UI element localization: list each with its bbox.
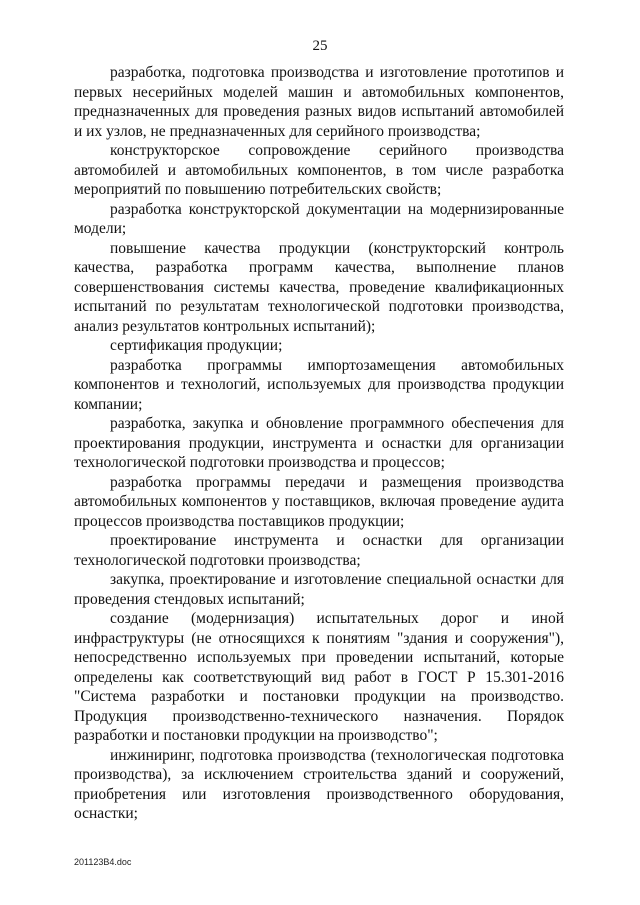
footer-file-code: 201123В4.doc <box>74 857 132 867</box>
paragraph-software: разработка, закупка и обновление программного обеспечения для проектирования продукции, инструмента и оснастки для организации технологической подготовки производства и процессов; <box>74 415 564 471</box>
paragraph-design-support: конструкторское сопровождение серийного производства автомобилей и автомобильных компонентов, в том числе разработка мероприятий по повышению потребительских свойств; <box>74 142 564 198</box>
paragraph-tooling-design: проектирование инструмента и оснастки для организации технологической подготовки производства; <box>74 532 564 569</box>
page-number: 25 <box>312 38 328 54</box>
paragraph-supplier-transfer: разработка программы передачи и размещения производства автомобильных компонентов у поставщиков, включая проведение аудита процессов производства поставщиков продукции; <box>74 473 564 530</box>
document-body <box>74 63 564 824</box>
paragraph-certification: сертификация продукции; <box>110 337 283 354</box>
paragraph-import-substitution: разработка программы импортозамещения автомобильных компонентов и технологий, используемых для производства продукции компании; <box>74 356 564 413</box>
paragraph-design-documentation: разработка конструкторской документации на модернизированные модели; <box>74 200 564 237</box>
paragraph-bench-testing: закупка, проектирование и изготовление специальной оснастки для проведения стендовых испытаний; <box>74 571 564 608</box>
paragraph-test-roads: создание (модернизация) испытательных дорог и иной инфраструктуры (не относящихся к понятиям "здания и сооружения"), непосредственно используемых при проведении испытаний, которые определены как соответствующий вид работ в ГОСТ Р 15.301-2016 "Система разработки и постановки продукции на производство. Продукция производственно-технического назначения. Порядок разработки и постановки продукции на производство"; <box>74 610 564 744</box>
paragraph-engineering: инжиниринг, подготовка производства (технологическая подготовка производства), за исключением строительства зданий и сооружений, приобретения или изготовления производственного оборудования, оснастки; <box>74 746 564 822</box>
paragraph-prototypes: разработка, подготовка производства и изготовление прототипов и первых несерийных моделей машин и автомобильных компонентов, предназначенных для проведения разных видов испытаний автомобилей и их узлов, не предназначенных для серийного производства; <box>74 64 564 140</box>
paragraph-quality-improvement: повышение качества продукции (конструкторский контроль качества, разработка программ качества, выполнение планов совершенствования системы качества, проведение квалификационных испытаний по результатам технологической подготовки производства, анализ результатов контрольных испытаний); <box>74 239 564 335</box>
